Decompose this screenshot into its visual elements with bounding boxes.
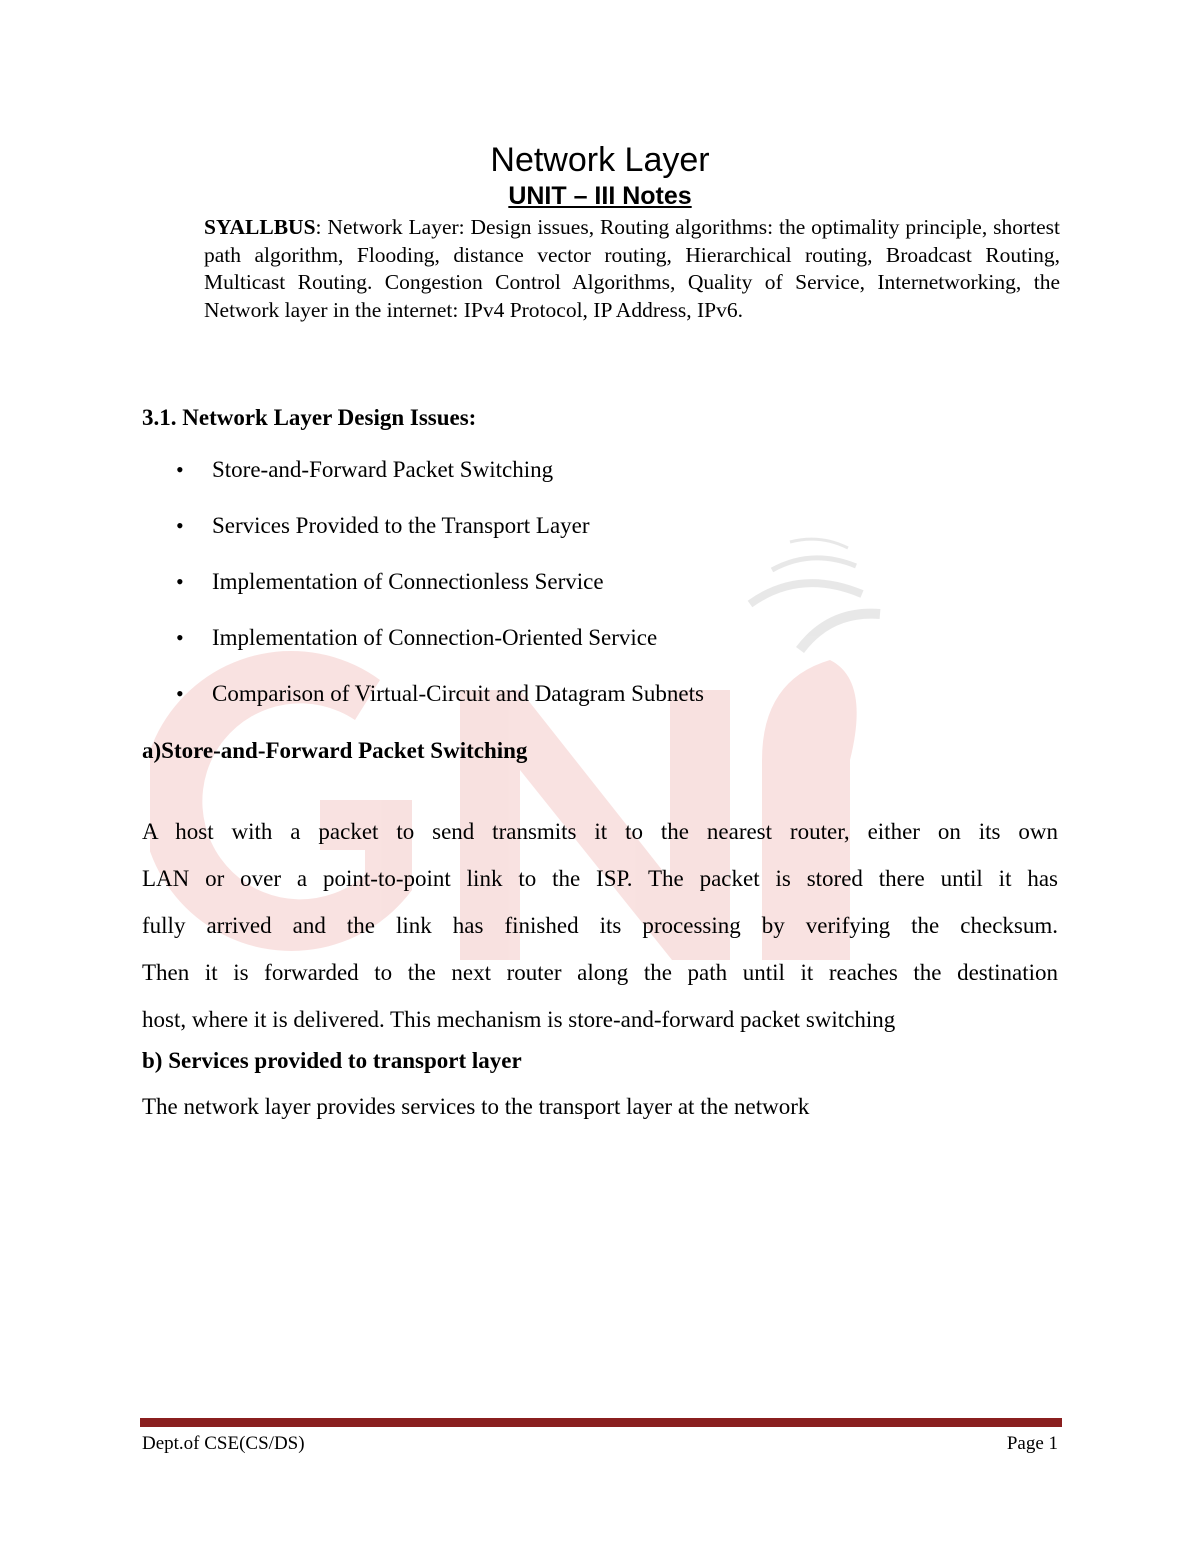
syllabus-text: : Network Layer: Design issues, Routing algorithms: the optimality principle, shortest path algorithm, Flooding, distance vector routing, Hierarchical routing, Broadcast Routing, Multicast Routing. Congestion Control Algorithms, Quality of Service, Internetworking, the Network layer in the internet: IPv4 Protocol, IP Address, IPv6. bbox=[204, 215, 1060, 322]
page-title: Network Layer bbox=[490, 141, 710, 179]
subheading-a: a)Store-and-Forward Packet Switching bbox=[142, 738, 528, 763]
bullet-icon: • bbox=[176, 457, 184, 482]
transport-services-paragraph: The network layer provides services to the transport layer at the network bbox=[142, 1094, 810, 1119]
list-item-text: Services Provided to the Transport Layer bbox=[212, 513, 590, 538]
paragraph-line: host, where it is delivered. This mechanism is store-and-forward packet switching bbox=[142, 1007, 896, 1032]
bullet-icon: • bbox=[176, 569, 184, 594]
paragraph-line: Then it is forwarded to the next router along the path until it reaches the destination bbox=[142, 960, 1058, 985]
list-item bbox=[142, 511, 704, 567]
list-item bbox=[142, 455, 704, 511]
list-item-text: Implementation of Connection-Oriented Service bbox=[212, 625, 658, 650]
list-item-text: Implementation of Connectionless Service bbox=[212, 569, 604, 594]
syllabus-label: SYALLBUS bbox=[204, 215, 316, 239]
list-item bbox=[142, 567, 704, 623]
section-heading: 3.1. Network Layer Design Issues: bbox=[142, 405, 477, 430]
bullet-icon: • bbox=[176, 513, 184, 538]
list-item-text: Store-and-Forward Packet Switching bbox=[212, 457, 554, 482]
page-subtitle bbox=[0, 180, 1200, 212]
bullet-icon: • bbox=[176, 625, 184, 650]
store-forward-paragraph bbox=[142, 808, 1058, 1043]
paragraph-line: LAN or over a point-to-point link to the ISP. The packet is stored there until it has bbox=[142, 866, 1058, 891]
subheading-b: b) Services provided to transport layer bbox=[142, 1048, 522, 1073]
list-item-text: Comparison of Virtual-Circuit and Datagram Subnets bbox=[212, 681, 704, 706]
footer-page-number: Page 1 bbox=[1006, 1433, 1058, 1454]
footer-department: Dept.of CSE(CS/DS) bbox=[142, 1433, 305, 1454]
syllabus-paragraph bbox=[204, 214, 1060, 324]
footer-divider bbox=[140, 1418, 1062, 1427]
list-item bbox=[142, 679, 704, 735]
paragraph-line: A host with a packet to send transmits it to the nearest router, either on its own bbox=[142, 819, 1058, 844]
list-item bbox=[142, 623, 704, 679]
design-issues-list bbox=[142, 455, 704, 735]
bullet-icon: • bbox=[176, 681, 184, 706]
paragraph-line: fully arrived and the link has finished its processing by verifying the checksum. bbox=[142, 913, 1058, 938]
subtitle-text: UNIT – III Notes bbox=[508, 182, 692, 210]
